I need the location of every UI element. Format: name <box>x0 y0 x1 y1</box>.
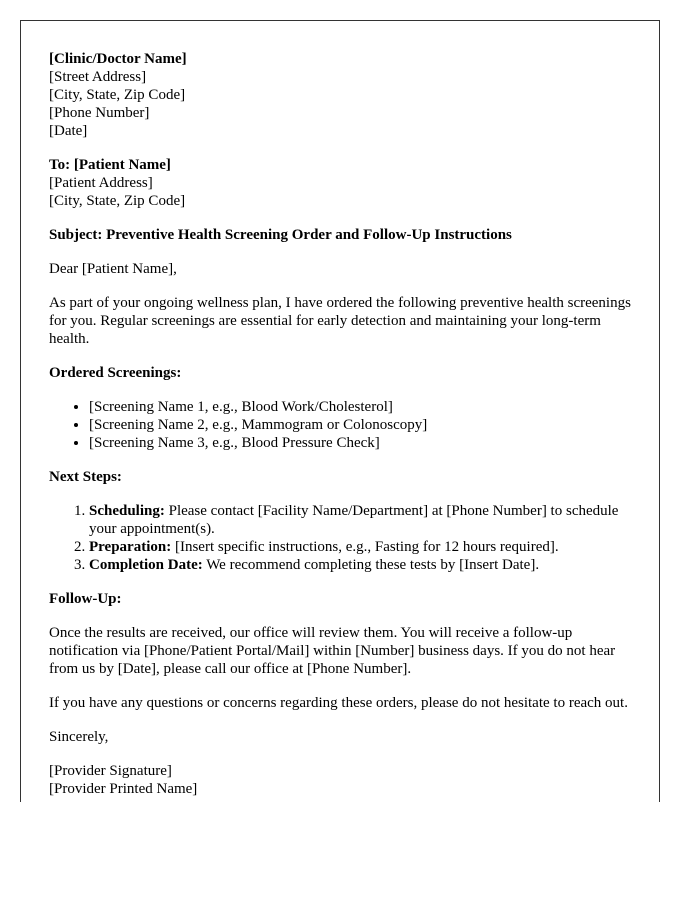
list-item: • [Screening Name 3, e.g., Blood Pressure Check] <box>89 434 631 452</box>
step-label: Completion Date: <box>89 557 203 573</box>
intro-paragraph: As part of your ongoing wellness plan, I have ordered the following preventive health screenings for you. Regular screenings are essential for early detection and maintaining your long-term health. <box>49 295 631 347</box>
sender-name: [Clinic/Doctor Name] <box>49 51 187 67</box>
follow-up-heading: Follow-Up: <box>49 591 122 607</box>
follow-up-paragraph: Once the results are received, our office will review them. You will receive a follow-up notification via [Phone/Patient Portal/Mail] within [Number] business days. If you do not hear from us by [Date], please call our office at [Phone Number]. <box>49 625 616 677</box>
list-item: • [Screening Name 1, e.g., Blood Work/Cholesterol] <box>89 398 631 416</box>
list-item <box>89 502 631 538</box>
screenings-heading: Ordered Screenings: <box>49 365 182 381</box>
next-steps-heading: Next Steps: <box>49 469 122 485</box>
signature-block <box>49 762 631 798</box>
sender-block <box>49 50 631 140</box>
recipient-city: [City, State, Zip Code] <box>49 193 186 209</box>
list-item <box>89 556 631 574</box>
step-text: We recommend completing these tests by [Insert Date]. <box>202 557 540 573</box>
next-steps-list <box>49 502 631 574</box>
recipient-name: To: [Patient Name] <box>49 157 171 173</box>
sender-street: [Street Address] <box>49 69 147 85</box>
screenings-list <box>49 398 631 452</box>
letter-date: [Date] <box>49 123 88 139</box>
step-text: [Insert specific instructions, e.g., Fasting for 12 hours required]. <box>171 539 559 555</box>
salutation: Dear [Patient Name], <box>49 261 177 277</box>
step-label: Preparation: <box>89 539 172 555</box>
sender-phone: [Phone Number] <box>49 105 150 121</box>
provider-signature: [Provider Signature] <box>49 763 172 779</box>
closing-paragraph: If you have any questions or concerns regarding these orders, please do not hesitate to reach out. <box>49 695 628 711</box>
step-label: Scheduling: <box>89 503 165 519</box>
letter-page <box>20 20 660 802</box>
signoff: Sincerely, <box>49 729 109 745</box>
recipient-block <box>49 156 631 210</box>
list-item <box>89 538 631 556</box>
recipient-address: [Patient Address] <box>49 175 153 191</box>
sender-city: [City, State, Zip Code] <box>49 87 186 103</box>
subject-line: Subject: Preventive Health Screening Order and Follow-Up Instructions <box>49 227 512 243</box>
letter-body <box>49 50 631 802</box>
step-text: Please contact [Facility Name/Department] at [Phone Number] to schedule your appointment(s). <box>89 503 619 537</box>
list-item: • [Screening Name 2, e.g., Mammogram or Colonoscopy] <box>89 416 631 434</box>
provider-printed-name: [Provider Printed Name] <box>49 781 198 797</box>
